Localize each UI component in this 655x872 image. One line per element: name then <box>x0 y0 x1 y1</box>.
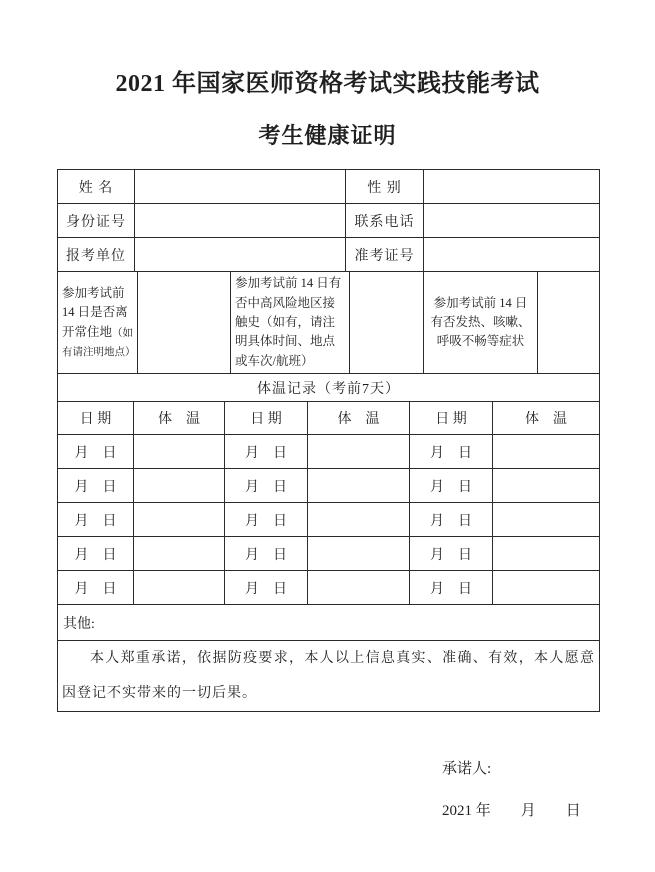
temp-date-cell: 月 日 <box>225 435 308 469</box>
temp-value-cell <box>493 469 600 503</box>
table-row <box>58 435 600 469</box>
table-row <box>58 272 600 374</box>
table-row <box>58 238 600 272</box>
other-label-cell <box>58 605 600 641</box>
temp-date-cell: 月 日 <box>58 571 134 605</box>
table-row <box>58 605 600 641</box>
temp-date-cell: 月 日 <box>410 469 493 503</box>
question-risk-contact-label: 参加考试前 14 日有否中高风险地区接触史（如有，请注明具体时间、地点或车次/航班） <box>231 272 350 374</box>
temp-header: 体 温 <box>308 402 410 435</box>
signature-block <box>442 757 581 820</box>
temp-value-cell <box>134 571 225 605</box>
question-risk-contact-answer-cell <box>350 272 424 374</box>
table-row <box>58 641 600 712</box>
temp-date-cell: 月 日 <box>410 537 493 571</box>
unit-label: 报考单位 <box>58 238 135 272</box>
table-row <box>58 204 600 238</box>
temp-value-cell <box>308 571 410 605</box>
id-number-value-cell <box>135 204 346 238</box>
temp-date-cell: 月 日 <box>225 503 308 537</box>
table-row <box>58 402 600 435</box>
question-left-home-text: 参加考试前 14 日是否离开常住地 <box>62 285 128 339</box>
temp-date-cell: 月 日 <box>58 503 134 537</box>
table-row <box>58 571 600 605</box>
date-header: 日 期 <box>58 402 134 435</box>
id-number-label: 身份证号 <box>58 204 135 238</box>
temp-date-cell: 月 日 <box>410 435 493 469</box>
promisor-label: 承诺人: <box>442 761 492 777</box>
table-row <box>58 170 600 204</box>
temp-date-cell: 月 日 <box>410 503 493 537</box>
question-left-home-note: （如有请注明地点） <box>62 327 136 359</box>
declaration-cell <box>58 641 600 712</box>
temp-value-cell <box>134 537 225 571</box>
page-subtitle: 考生健康证明 <box>258 122 397 148</box>
gender-value-cell <box>424 170 600 204</box>
question-symptoms-answer-cell <box>538 272 600 374</box>
temp-date-cell: 月 日 <box>225 537 308 571</box>
temperature-table <box>57 373 600 605</box>
date-header: 日 期 <box>225 402 308 435</box>
temp-date-cell: 月 日 <box>225 469 308 503</box>
table-row <box>58 374 600 402</box>
ticket-number-label: 准考证号 <box>346 238 424 272</box>
declaration-text: 本人郑重承诺，依据防疫要求，本人以上信息真实、准确、有效，本人愿意因登记不实带来的一切后果。 <box>62 651 595 702</box>
temp-value-cell <box>493 537 600 571</box>
table-row <box>58 469 600 503</box>
other-label: 其他: <box>63 616 95 632</box>
candidate-info-table <box>57 169 600 272</box>
gender-label: 性 别 <box>346 170 424 204</box>
footer-table <box>57 604 600 712</box>
temp-value-cell <box>493 503 600 537</box>
phone-value-cell <box>424 204 600 238</box>
temp-value-cell <box>134 435 225 469</box>
temperature-section-title: 体温记录（考前7天） <box>58 374 600 402</box>
temp-header: 体 温 <box>493 402 600 435</box>
temp-date-cell: 月 日 <box>410 571 493 605</box>
temp-value-cell <box>308 537 410 571</box>
temp-value-cell <box>308 469 410 503</box>
name-value-cell <box>135 170 346 204</box>
table-row <box>58 537 600 571</box>
question-left-home-label <box>58 272 138 374</box>
temp-header: 体 温 <box>134 402 225 435</box>
temp-date-cell: 月 日 <box>58 537 134 571</box>
temp-value-cell <box>493 435 600 469</box>
question-left-home-answer-cell <box>138 272 231 374</box>
unit-value-cell <box>135 238 346 272</box>
temp-value-cell <box>493 571 600 605</box>
page-title: 2021 年国家医师资格考试实践技能考试 <box>115 71 540 97</box>
question-symptoms-label: 参加考试前 14 日有否发热、咳嗽、呼吸不畅等症状 <box>424 272 538 374</box>
temp-value-cell <box>134 503 225 537</box>
ticket-number-value-cell <box>424 238 600 272</box>
temp-value-cell <box>308 503 410 537</box>
temp-value-cell <box>308 435 410 469</box>
temp-value-cell <box>134 469 225 503</box>
questions-table <box>57 271 600 374</box>
date-header: 日 期 <box>410 402 493 435</box>
table-row <box>58 503 600 537</box>
temp-date-cell: 月 日 <box>58 469 134 503</box>
phone-label: 联系电话 <box>346 204 424 238</box>
name-label: 姓 名 <box>58 170 135 204</box>
temp-date-cell: 月 日 <box>225 571 308 605</box>
health-form <box>57 169 601 712</box>
temp-date-cell: 月 日 <box>58 435 134 469</box>
date-line: 2021 年 月 日 <box>442 803 581 819</box>
